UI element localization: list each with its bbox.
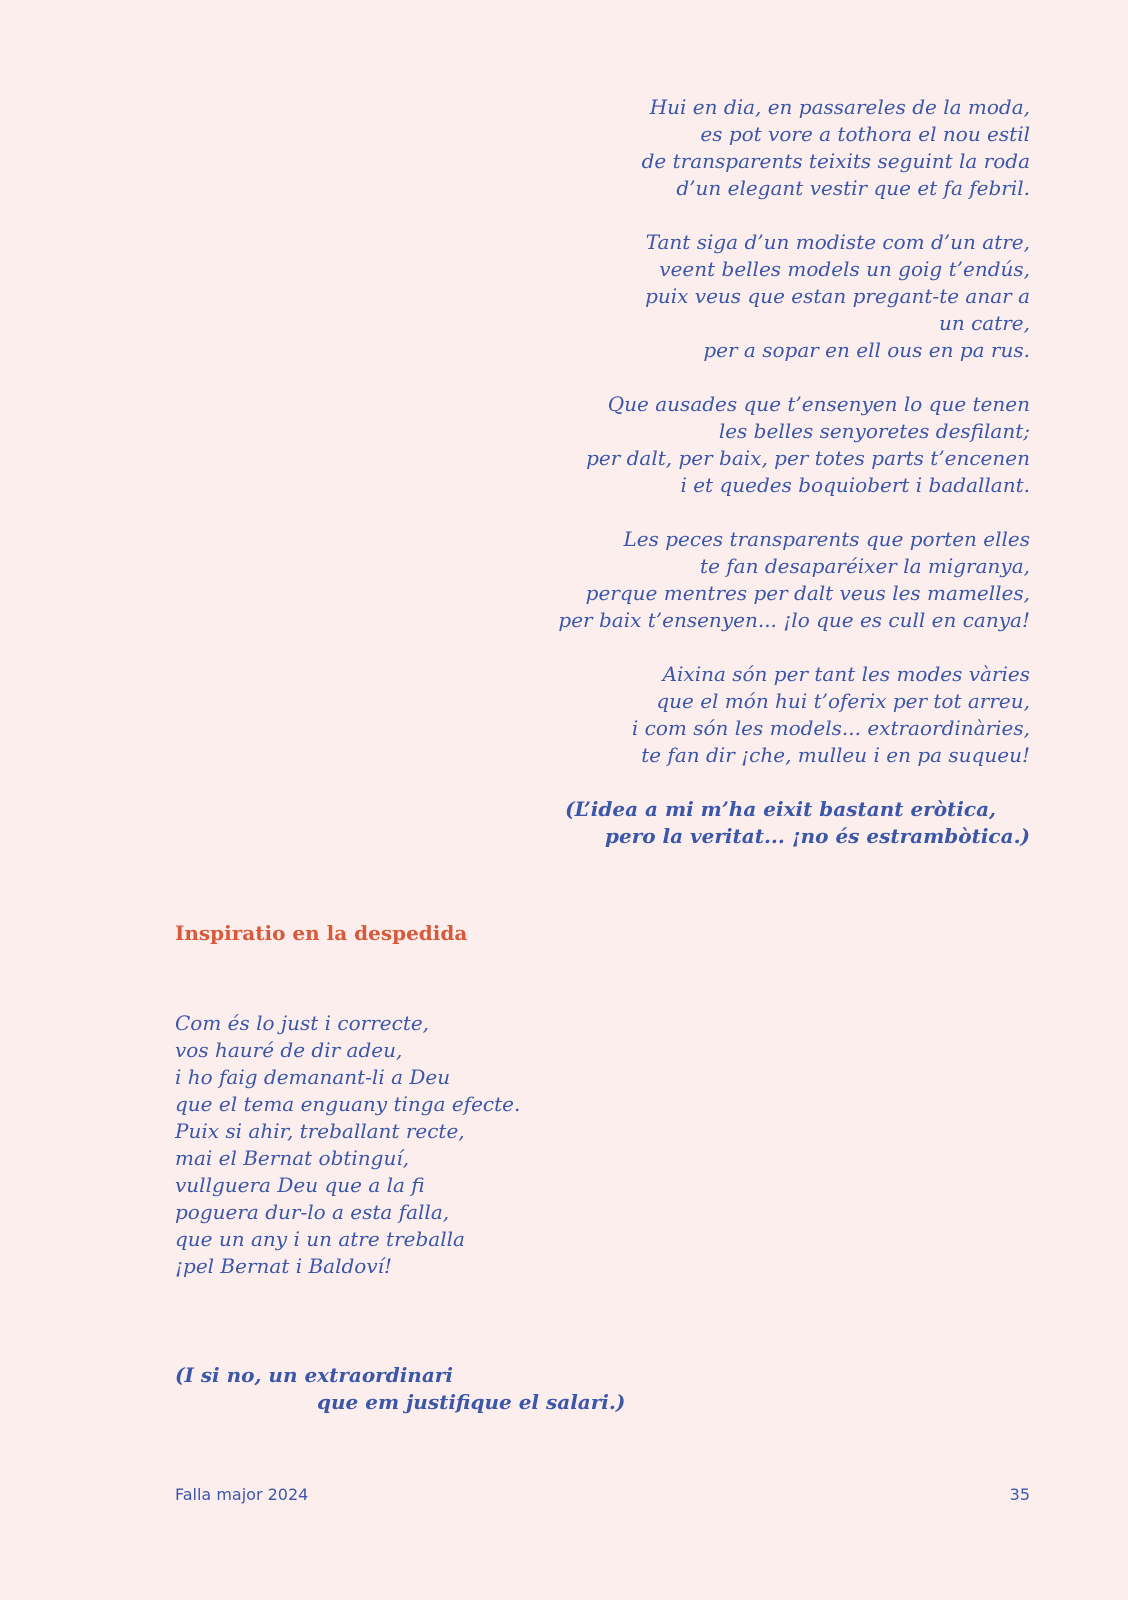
poem-line: Aixina són per tant les modes vàries [662, 662, 1030, 686]
publication-name: Falla major 2024 [175, 1485, 309, 1504]
stanza-3 [510, 391, 1030, 499]
page-number: 35 [1009, 1485, 1030, 1504]
poem-line: puix veus que estan pregant-te anar a [645, 284, 1030, 308]
poem-line: vos hauré de dir adeu, [175, 1038, 403, 1062]
poem-line: Que ausades que t’ensenyen lo que tenen [607, 392, 1030, 416]
poem-line: veent belles models un goig t’endús, [659, 257, 1030, 281]
poem-line: Tant siga d’un modiste com d’un atre, [645, 230, 1030, 254]
poem-line: te fan desaparéixer la migranya, [700, 554, 1030, 578]
poem-left-note [175, 1362, 625, 1416]
poem-line: que el món hui t’oferix per tot arreu, [656, 689, 1030, 713]
poem-line: es pot vore a tothora el nou estil [700, 122, 1030, 146]
note-line: que em justifique el salari.) [317, 1390, 626, 1414]
stanza-4 [510, 526, 1030, 634]
poem-line: Puix si ahir, treballant recte, [175, 1119, 465, 1143]
poem-line: poguera dur-lo a esta falla, [175, 1200, 450, 1224]
poem-line: ¡pel Bernat i Baldoví! [175, 1254, 393, 1278]
poem-right-note [510, 796, 1030, 850]
poem-right [510, 94, 1030, 850]
poem-line: d’un elegant vestir que et fa febril. [676, 176, 1030, 200]
poem-line: Les peces transparents que porten elles [623, 527, 1030, 551]
poem-line: i ho faig demanant-li a Deu [175, 1065, 451, 1089]
poem-line: mai el Bernat obtinguí, [175, 1146, 410, 1170]
note-line: pero la veritat... ¡no és estrambòtica.) [604, 824, 1030, 848]
note-line: (L’idea a mi m’ha eixit bastant eròtica, [565, 797, 996, 821]
poem-line: per a sopar en ell ous en pa rus. [703, 338, 1030, 362]
poem-line: perque mentres per dalt veus les mamelles, [585, 581, 1030, 605]
poem-left [175, 1010, 520, 1280]
stanza-1 [510, 94, 1030, 202]
poem-line: Hui en dia, en passareles de la moda, [649, 95, 1030, 119]
poem-line: per baix t’ensenyen... ¡lo que es cull en canya! [558, 608, 1030, 632]
section-title: Inspiratio en la despedida [175, 921, 468, 945]
note-line: (I si no, un extraordinari [175, 1363, 453, 1387]
poem-line: i et quedes boquiobert i badallant. [680, 473, 1030, 497]
poem-line: de transparents teixits seguint la roda [641, 149, 1030, 173]
poem-line: que el tema enguany tinga efecte. [175, 1092, 521, 1116]
poem-line: que un any i un atre treballa [175, 1227, 465, 1251]
poem-line: per dalt, per baix, per totes parts t’encenen [586, 446, 1030, 470]
stanza-2 [510, 229, 1030, 364]
poem-line: les belles senyoretes desfilant; [718, 419, 1030, 443]
poem-line: Com és lo just i correcte, [175, 1011, 430, 1035]
poem-line: un catre, [938, 311, 1030, 335]
page-footer [175, 1485, 1030, 1504]
stanza-5 [510, 661, 1030, 769]
poem-line: vullguera Deu que a la fi [175, 1173, 425, 1197]
poem-line: te fan dir ¡che, mulleu i en pa suqueu! [641, 743, 1030, 767]
poem-line: i com són les models... extraordinàries, [631, 716, 1030, 740]
